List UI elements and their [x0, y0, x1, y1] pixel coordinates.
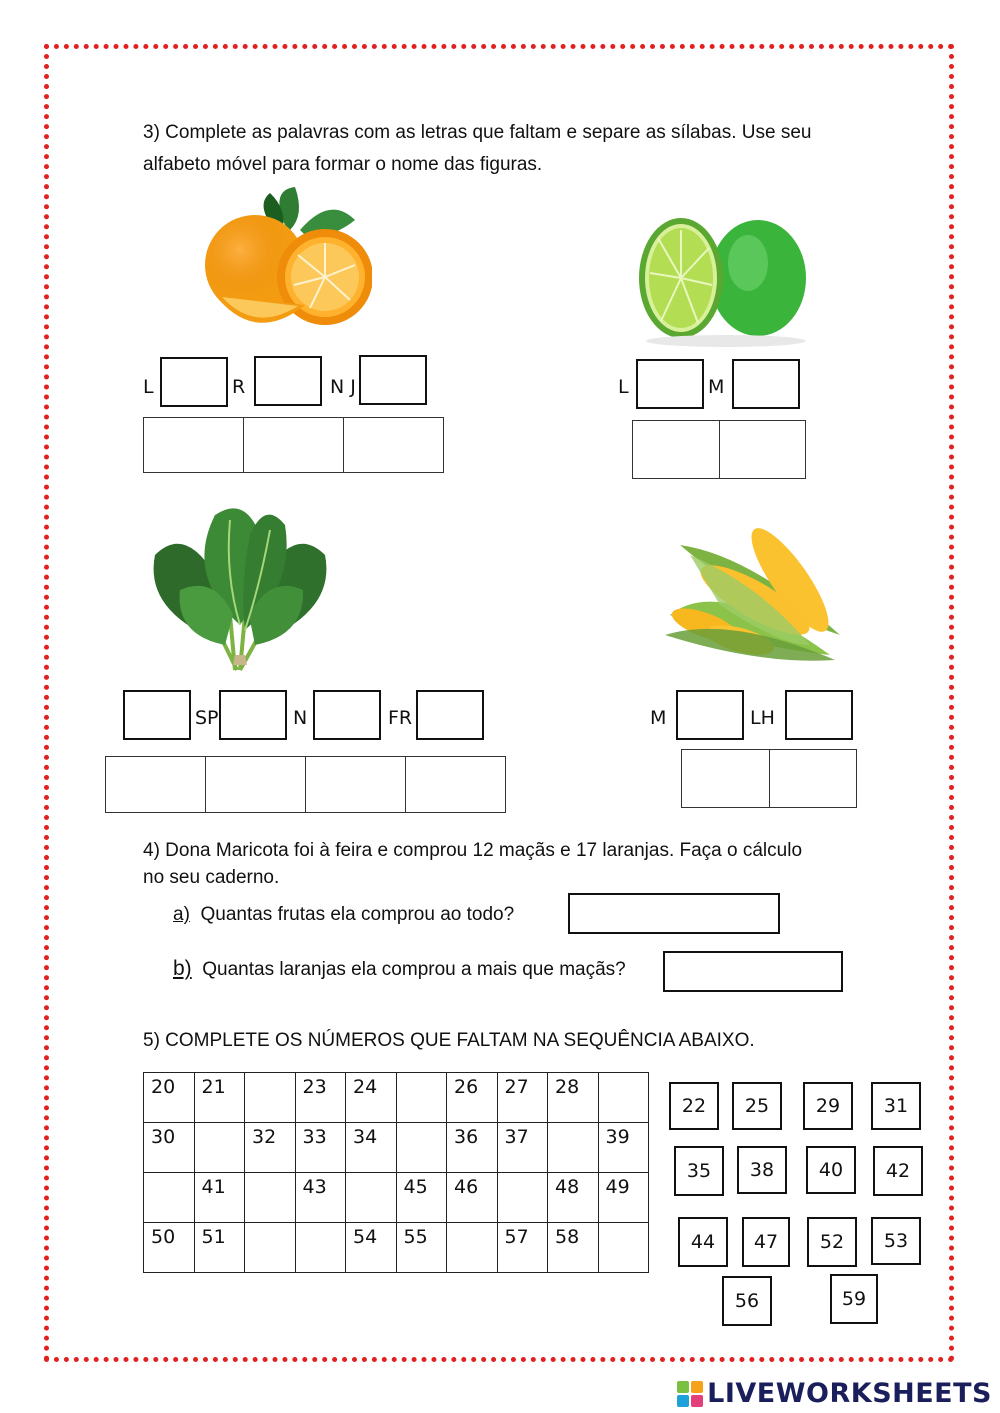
syllable-boxes[interactable] — [143, 417, 444, 473]
grid-cell: 46 — [447, 1173, 498, 1223]
letter-L: L — [143, 376, 154, 398]
grid-blank-cell[interactable] — [598, 1223, 649, 1273]
grid-blank-cell[interactable] — [144, 1173, 195, 1223]
number-option[interactable]: 44 — [678, 1217, 728, 1267]
letter-box[interactable] — [219, 690, 287, 740]
number-option[interactable]: 53 — [871, 1217, 921, 1265]
grid-cell: 28 — [548, 1073, 599, 1123]
grid-blank-cell[interactable] — [245, 1223, 296, 1273]
grid-cell: 21 — [194, 1073, 245, 1123]
lime-image — [636, 213, 811, 348]
liveworksheets-logo — [677, 1378, 992, 1409]
grid-cell: 30 — [144, 1123, 195, 1173]
grid-cell: 32 — [245, 1123, 296, 1173]
grid-cell: 26 — [447, 1073, 498, 1123]
grid-cell: 41 — [194, 1173, 245, 1223]
number-option[interactable]: 29 — [803, 1082, 853, 1130]
grid-cell: 49 — [598, 1173, 649, 1223]
spinach-image — [145, 495, 335, 675]
letter-box[interactable] — [160, 357, 228, 407]
letter-SP: SP — [195, 707, 219, 729]
orange-image — [200, 185, 372, 340]
corn-image — [660, 515, 850, 670]
grid-cell: 36 — [447, 1123, 498, 1173]
letter-box[interactable] — [123, 690, 191, 740]
grid-cell: 34 — [346, 1123, 397, 1173]
grid-cell: 50 — [144, 1223, 195, 1273]
number-option[interactable]: 22 — [669, 1082, 719, 1130]
answer-a-input[interactable] — [568, 893, 780, 934]
grid-cell: 48 — [548, 1173, 599, 1223]
letter-R: R — [232, 376, 246, 398]
grid-cell: 20 — [144, 1073, 195, 1123]
grid-row — [144, 1223, 649, 1273]
logo-icon — [677, 1381, 703, 1407]
letter-box[interactable] — [313, 690, 381, 740]
number-option[interactable]: 38 — [737, 1146, 787, 1194]
letter-box[interactable] — [254, 356, 322, 406]
letter-M: M — [708, 376, 725, 398]
syllable-boxes[interactable] — [681, 749, 857, 808]
question-3-line2: alfabeto móvel para formar o nome das figuras. — [143, 154, 543, 175]
question-4-line1: 4) Dona Maricota foi à feira e comprou 12 maçãs e 17 laranjas. Faça o cálculo — [143, 840, 803, 861]
number-option[interactable]: 47 — [742, 1217, 790, 1267]
letter-FR: FR — [388, 707, 413, 729]
number-grid — [143, 1072, 649, 1273]
grid-blank-cell[interactable] — [245, 1073, 296, 1123]
letter-box[interactable] — [732, 359, 800, 409]
grid-blank-cell[interactable] — [396, 1073, 447, 1123]
question-4a: a) Quantas frutas ela comprou ao todo? — [173, 904, 515, 925]
number-option[interactable]: 40 — [806, 1146, 856, 1194]
question-4-line2: no seu caderno. — [143, 867, 280, 888]
question-4b: b) Quantas laranjas ela comprou a mais que maçãs? — [173, 957, 626, 980]
grid-blank-cell[interactable] — [194, 1123, 245, 1173]
number-option[interactable]: 25 — [732, 1082, 782, 1130]
letter-box[interactable] — [636, 359, 704, 409]
number-option[interactable]: 31 — [871, 1082, 921, 1130]
brand-name: LIVEWORKSHEETS — [707, 1378, 992, 1409]
grid-blank-cell[interactable] — [346, 1173, 397, 1223]
grid-cell: 58 — [548, 1223, 599, 1273]
grid-cell: 43 — [295, 1173, 346, 1223]
letter-box[interactable] — [416, 690, 484, 740]
answer-b-input[interactable] — [663, 951, 843, 992]
grid-cell: 55 — [396, 1223, 447, 1273]
question-3-line1: 3) Complete as palavras com as letras que faltam e separe as sílabas. Use seu — [143, 122, 812, 143]
grid-blank-cell[interactable] — [295, 1223, 346, 1273]
number-option[interactable]: 56 — [722, 1276, 772, 1326]
question-5-title: 5) COMPLETE OS NÚMEROS QUE FALTAM NA SEQUÊNCIA ABAIXO. — [143, 1030, 755, 1051]
grid-blank-cell[interactable] — [245, 1173, 296, 1223]
grid-cell: 39 — [598, 1123, 649, 1173]
letter-N: N — [293, 707, 308, 729]
number-option[interactable]: 59 — [830, 1274, 878, 1324]
grid-row — [144, 1123, 649, 1173]
letter-M: M — [650, 707, 667, 729]
grid-cell: 51 — [194, 1223, 245, 1273]
grid-cell: 33 — [295, 1123, 346, 1173]
grid-blank-cell[interactable] — [497, 1173, 548, 1223]
syllable-boxes[interactable] — [105, 756, 506, 813]
grid-blank-cell[interactable] — [548, 1123, 599, 1173]
letter-NJ: N J — [330, 376, 356, 398]
grid-blank-cell[interactable] — [447, 1223, 498, 1273]
letter-LH: LH — [750, 707, 775, 729]
grid-blank-cell[interactable] — [598, 1073, 649, 1123]
syllable-boxes[interactable] — [632, 420, 806, 479]
grid-cell: 54 — [346, 1223, 397, 1273]
grid-row — [144, 1173, 649, 1223]
number-option[interactable]: 42 — [873, 1146, 923, 1196]
letter-box[interactable] — [676, 690, 744, 740]
number-option[interactable]: 35 — [674, 1146, 724, 1196]
letter-box[interactable] — [359, 355, 427, 405]
grid-cell: 27 — [497, 1073, 548, 1123]
letter-box[interactable] — [785, 690, 853, 740]
letter-L: L — [618, 376, 629, 398]
grid-blank-cell[interactable] — [396, 1123, 447, 1173]
grid-cell: 24 — [346, 1073, 397, 1123]
grid-cell: 45 — [396, 1173, 447, 1223]
grid-row — [144, 1073, 649, 1123]
grid-cell: 23 — [295, 1073, 346, 1123]
number-option[interactable]: 52 — [807, 1217, 857, 1267]
grid-cell: 37 — [497, 1123, 548, 1173]
grid-cell: 57 — [497, 1223, 548, 1273]
